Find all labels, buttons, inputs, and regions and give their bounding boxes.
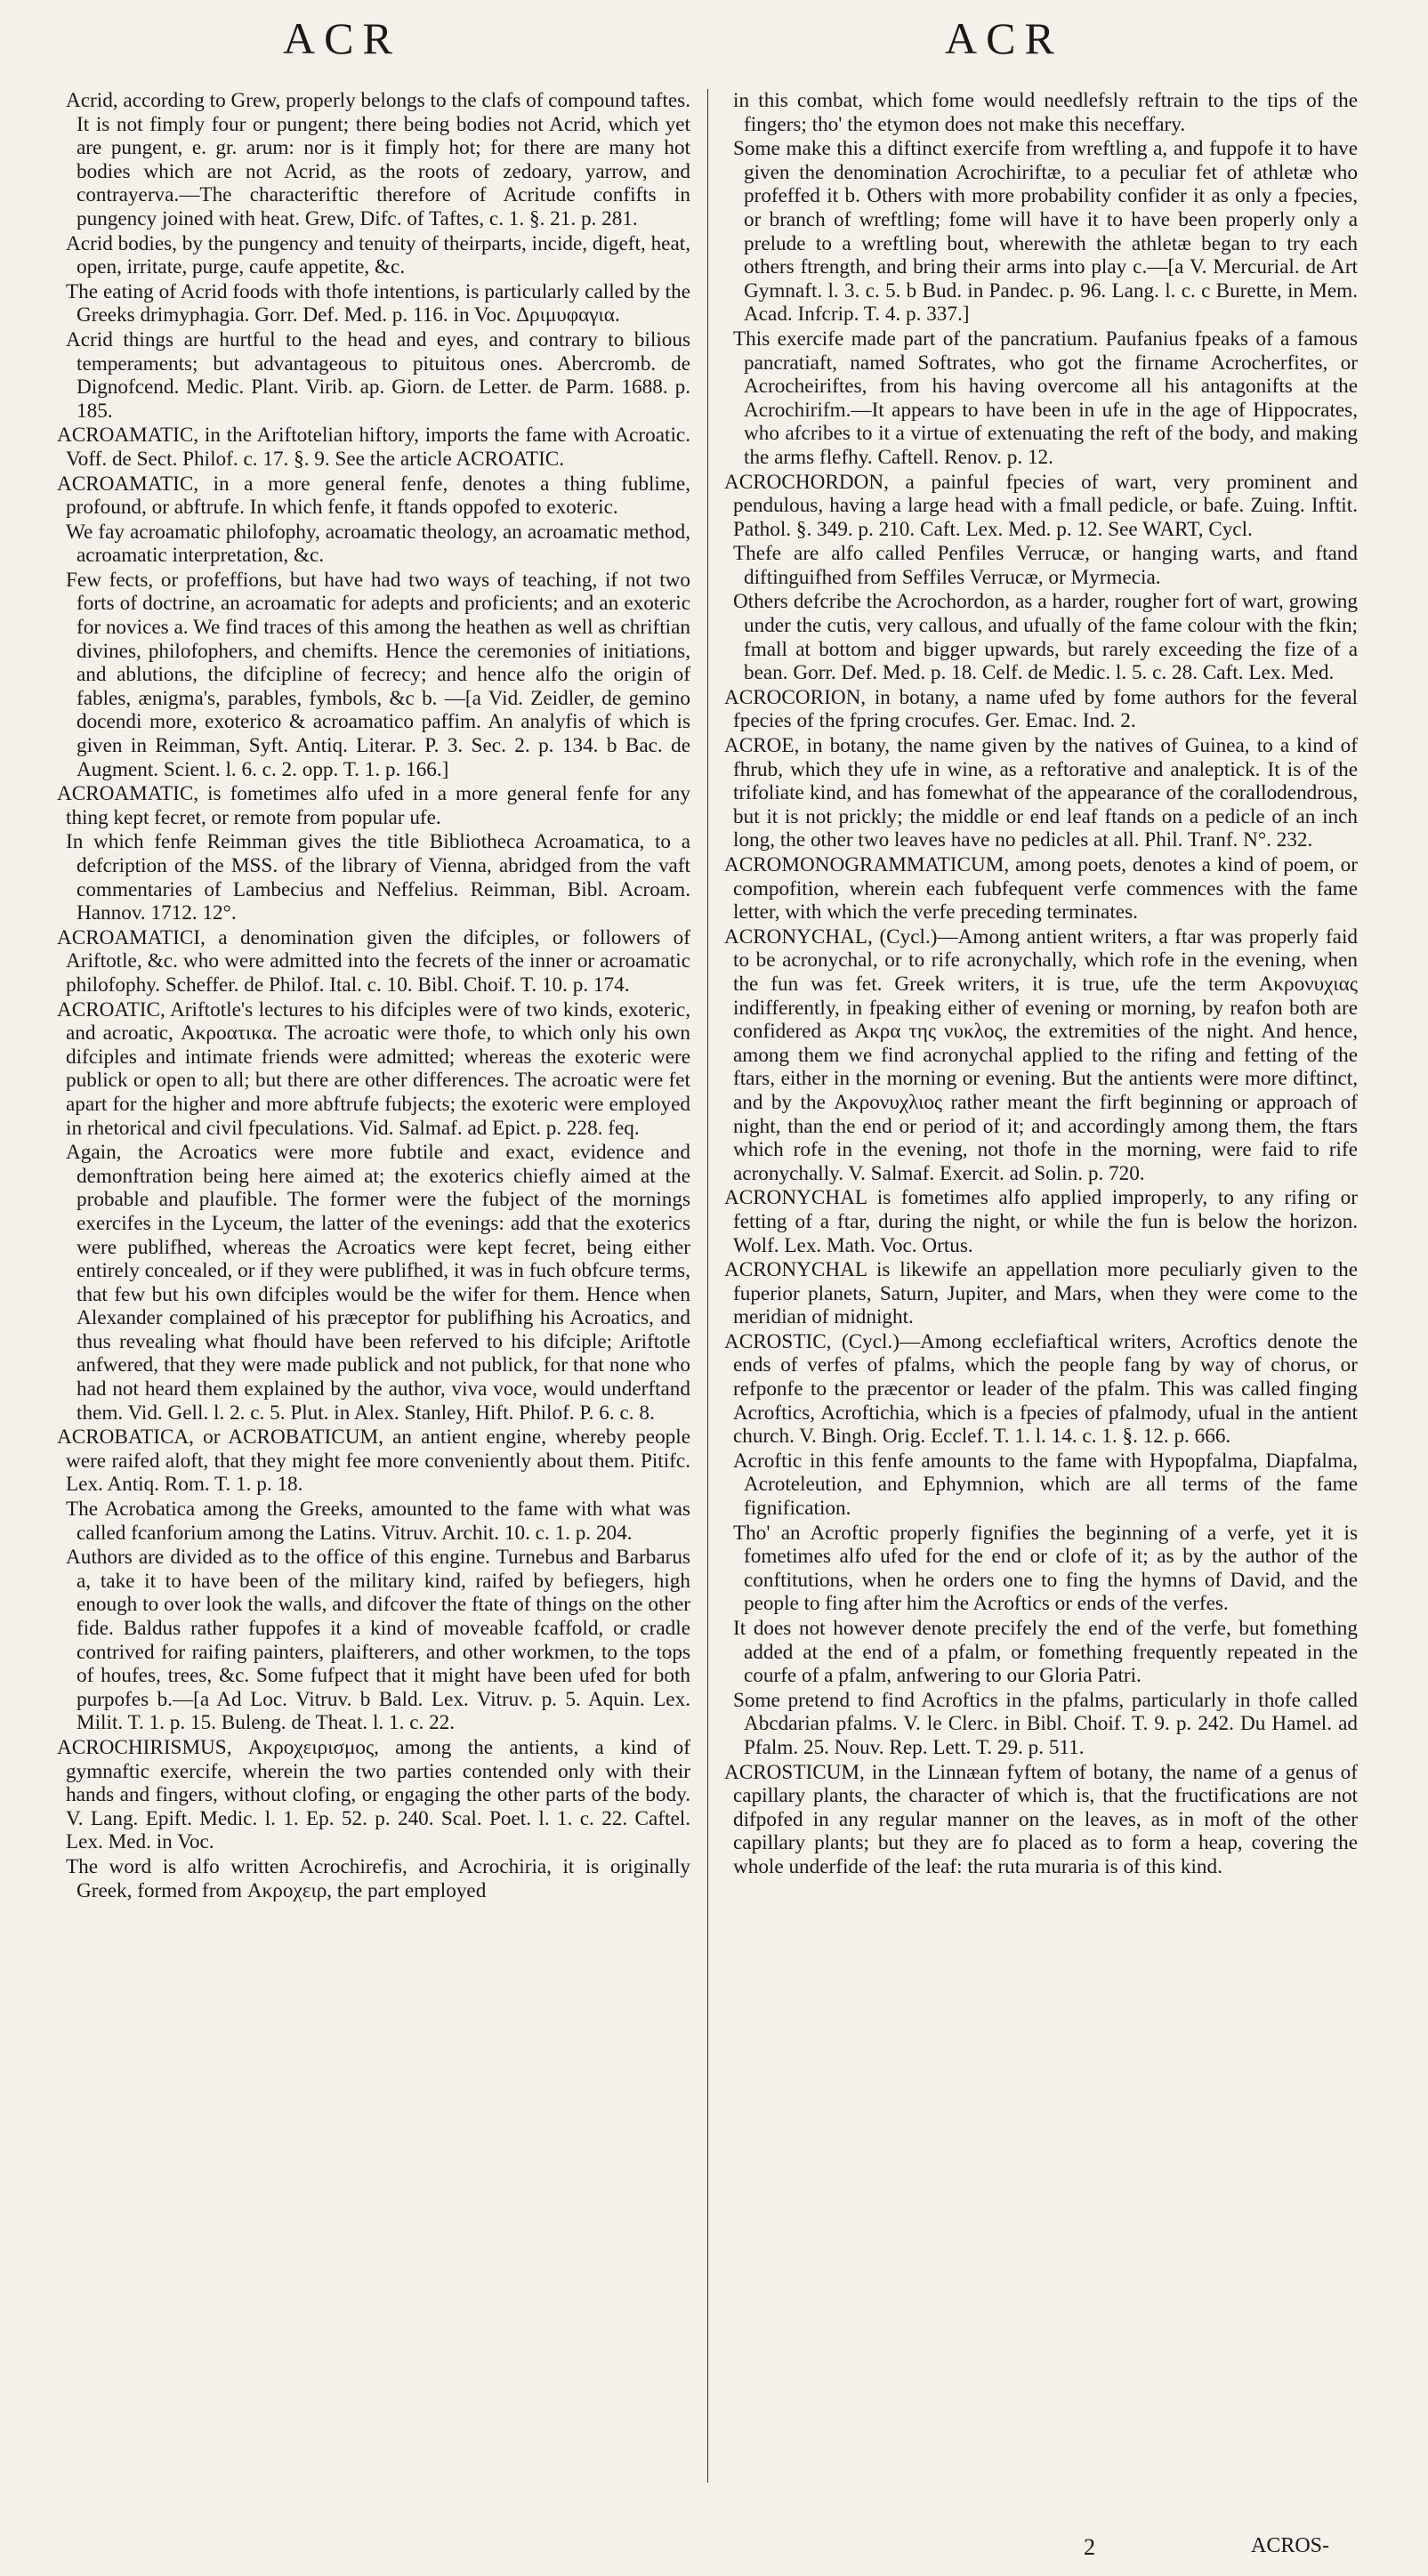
sub-paragraph: Authors are divided as to the office of this engine. Turnebus and Barbarus a, take it to have been of the military kind, raifed by befiegers, high enough to over look the walls, and difcover the ftate of things on the other fide. Baldus rather fuppofes it a kind of moveable fcaffold, or cradle contrived for raifing painters, plaifterers, and other workmen, to the tops of houfes, trees, &c. Some fufpect that it might have been ufed for both purpofes b.—[a Ad Loc. Vitruv. b Bald. Lex. Vitruv. p. 5. Aquin. Lex. Milit. T. 1. p. 15. Buleng. de Theat. l. 1. c. 22. xyxy=(66,1546,690,1735)
sub-paragraph: The word is alfo written Acrochirefis, and Acrochiria, it is originally Greek, formed from Ακροχειρ, the part employed xyxy=(66,1854,690,1902)
entry-paragraph: ACROCHIRISMUS, Ακροχειρισμος, among the antients, a kind of gymnaftic exercife, wherein the two parties contended only with their hands and fingers, without clofing, or engaging the other parts of the body. V. Lang. Epift. Medic. l. 1. Ep. 52. p. 240. Scal. Poet. l. 1. c. 22. Caftel. Lex. Med. in Voc. xyxy=(57,1735,690,1854)
sub-paragraph: We fay acroamatic philofophy, acroamatic theology, an acroamatic method, acroamatic interpretation, &c. xyxy=(66,520,690,568)
column-divider xyxy=(707,89,708,2483)
entry-paragraph: ACRONYCHAL is fometimes alfo applied improperly, to any rifing or fetting of a ftar, during the night, or while the fun is below the horizon. Wolf. Lex. Math. Voc. Ortus. xyxy=(724,1186,1358,1257)
sub-paragraph: Others defcribe the Acrochordon, as a harder, rougher fort of wart, growing under the cutis, very callous, and ufually of the fame colour with the fkin; fmall at bottom and bigger upwards, but rarely exceeding the fize of a bean. Gorr. Def. Med. p. 18. Celf. de Medic. l. 5. c. 28. Caft. Lex. Med. xyxy=(733,590,1358,685)
entry-paragraph: ACROAMATIC, is fometimes alfo ufed in a more general fenfe for any thing kept fecret, or remote from popular ufe. xyxy=(57,782,690,829)
sub-paragraph: Again, the Acroatics were more fubtile and exact, evidence and demonftration being here aimed at; the exoterics chiefly aimed at the probable and plaufible. The former were the fubject of the mornings exercifes in the Lyceum, the latter of the evenings: add that the exoterics were publifhed, whereas the Acroatics were kept fecret, being either entirely concealed, or if they were publifhed, it was in fuch obfcure terms, that few but his own difciples would be the wifer for them. Hence when Alexander complained of his præceptor for publifhing his Acroatics, and thus revealing what fhould have been referved to his difciple; Ariftotle anfwered, that they were made publick and not publick, for that none who had not heard them explained by the author, viva voce, would underftand them. Vid. Gell. l. 2. c. 5. Plut. in Alex. Stanley, Hift. Philof. P. 6. c. 8. xyxy=(66,1141,690,1425)
entry-paragraph: ACRONYCHAL, (Cycl.)—Among antient writers, a ftar was properly faid to be acronychal, or to rife acronychally, which rofe in the evening, when the fun was fet. Greek writers, it is true, ufe the term Ακρονυχιας indifferently, in fpeaking either of evening or morning, by reafon both are confidered as Ακρα της νυκλος, the extremities of the night. And hence, among them we find acronychal applied to the rifing and fetting of the ftars, either in the morning or evening. But the antients were more diftinct, and by the Ακρονυχλιος rather meant the firft beginning or approach of night, than the end or period of it; and accordingly among them, the ftars which rofe in the evening, not thofe in the morning, were faid to rife acronychally. V. Salmaf. Exercit. ad Solin. p. 720. xyxy=(724,925,1358,1185)
page-footer xyxy=(0,2534,1428,2564)
left-column xyxy=(57,89,690,2483)
page-number: 2 xyxy=(1084,2534,1095,2560)
sub-paragraph: Some pretend to find Acroftics in the pfalms, particularly in thofe called Abcdarian pfalms. V. le Clerc. in Bibl. Choif. T. 9. p. 242. Du Hamel. ad Pfalm. 25. Nouv. Rep. Lett. T. 29. p. 511. xyxy=(733,1688,1358,1759)
sub-paragraph: The eating of Acrid foods with thofe intentions, is particularly called by the Greeks drimyphagia. Gorr. Def. Med. p. 116. in Voc. Δριμυφαγια. xyxy=(66,279,690,327)
running-header xyxy=(0,12,1428,68)
entry-paragraph: ACROBATICA, or ACROBATICUM, an antient engine, whereby people were raifed aloft, that they might fee more conveniently about them. Pitifc. Lex. Antiq. Rom. T. 1. p. 18. xyxy=(57,1425,690,1497)
entry-paragraph: ACROAMATIC, in the Ariftotelian hiftory, imports the fame with Acroatic. Voff. de Sect. Philof. c. 17. §. 9. See the article ACROATIC. xyxy=(57,424,690,471)
sub-paragraph: in this combat, which fome would needlefsly reftrain to the tips of the fingers; tho' the etymon does not make this neceffary. xyxy=(733,89,1358,136)
entry-paragraph: ACROMONOGRAMMATICUM, among poets, denotes a kind of poem, or compofition, wherein each fubfequent verfe commences with the fame letter, with which the verfe preceding terminates. xyxy=(724,853,1358,925)
sub-paragraph: In which fenfe Reimman gives the title Bibliotheca Acroamatica, to a defcription of the MSS. of the library of Vienna, abridged from the vaft commentaries of Lambecius and Neffelius. Reimman, Bibl. Acroam. Hannov. 1712. 12°. xyxy=(66,830,690,925)
right-column xyxy=(724,89,1358,2483)
sub-paragraph: Acrid bodies, by the pungency and tenuity of theirparts, incide, digeft, heat, open, irritate, purge, caufe appetite, &c. xyxy=(66,231,690,279)
sub-paragraph: Acrid, according to Grew, properly belongs to the clafs of compound taftes. It is not fimply four or pungent; there being bodies not Acrid, which yet are pungent, e. gr. arum: nor is it fimply hot; for there are many hot bodies which are not Acrid, as the roots of zedoary, yarrow, and contrayerva.—The characteriftic therefore of Acritude confifts in pungency joined with heat. Grew, Difc. of Taftes, c. 1. §. 21. p. 281. xyxy=(66,89,690,230)
entry-paragraph: ACROE, in botany, the name given by the natives of Guinea, to a kind of fhrub, which they ufe in wine, as a reftorative and analeptick. It is of the trifoliate kind, and has fomewhat of the appearance of the corallodendrous, but it is not prickly; the middle or end leaf ftands on a pedicle of an inch long, the other two leaves have no pedicles at all. Phil. Tranf. N°. 232. xyxy=(724,734,1358,852)
header-right: ACR xyxy=(945,13,1063,63)
sub-paragraph: It does not however denote precifely the end of the verfe, but fomething added at the end of a pfalm, or fomething frequently repeated in the courfe of a pfalm, anfwering to our Gloria Patri. xyxy=(733,1617,1358,1688)
entry-paragraph: ACROAMATICI, a denomination given the difciples, or followers of Ariftotle, &c. who were admitted into the fecrets of the inner or acroamatic philofophy. Scheffer. de Philof. Ital. c. 10. Bibl. Choif. T. 10. p. 174. xyxy=(57,925,690,997)
sub-paragraph: Few fects, or profeffions, but have had two ways of teaching, if not two forts of doctrine, an acroamatic for adepts and proficients; and an exoteric for novices a. We find traces of this among the heathen as well as chriftian divines, philofophers, and chemifts. Hence the ceremonies of initiations, and ablutions, the difcipline of fecrecy; and hence alfo the origin of fables, ænigma's, parables, fymbols, &c b. —[a Vid. Zeidler, de gemino docendi more, exoterico & acroamatico paffim. An analyfis of which is given in Reimman, Syft. Antiq. Literar. P. 3. Sec. 2. p. 134. b Bac. de Augment. Scient. l. 6. c. 2. opp. T. 1. p. 166.] xyxy=(66,568,690,781)
entry-paragraph: ACROCHORDON, a painful fpecies of wart, very prominent and pendulous, having a large head with a fmall pedicle, or bafe. Zuing. Inftit. Pathol. §. 349. p. 210. Caft. Lex. Med. p. 12. See WART, Cycl. xyxy=(724,470,1358,541)
entry-paragraph: ACROAMATIC, in a more general fenfe, denotes a thing fublime, profound, or abftrufe. In which fenfe, it ftands oppofed to exoteric. xyxy=(57,472,690,520)
entry-paragraph: ACRONYCHAL is likewife an appellation more peculiarly given to the fuperior planets, Saturn, Jupiter, and Mars, when they were come to the meridian of midnight. xyxy=(724,1258,1358,1329)
entry-paragraph: ACROSTICUM, in the Linnæan fyftem of botany, the name of a genus of capillary plants, the character of which is, that the fructifications are not difpofed in any regular manner on the leaves, as in moft of the other capillary plants; but they are fo placed as to form a heap, covering the whole underfide of the leaf: the ruta muraria is of this kind. xyxy=(724,1760,1358,1878)
sub-paragraph: Some make this a diftinct exercife from wreftling a, and fuppofe it to have given the denomination Acrochiriftæ, to a peculiar fet of athletæ who profeffed it b. Others with more probability confider it as only a fpecies, or branch of wreftling; fome will have it to have been properly only a prelude to a wreftling bout, wherewith the athletæ began to try each others ftrength, and bring their arms into play c.—[a V. Mercurial. de Art Gymnaft. l. 3. c. 5. b Bud. in Pandec. p. 96. Lang. l. c. c Burette, in Mem. Acad. Infcrip. T. 4. p. 337.] xyxy=(733,137,1358,327)
sub-paragraph: Thefe are alfo called Penfiles Verrucæ, or hanging warts, and ftand diftinguifhed from Seffiles Verrucæ, or Myrmecia. xyxy=(733,542,1358,589)
header-left: ACR xyxy=(283,13,401,63)
sub-paragraph: The Acrobatica among the Greeks, amounted to the fame with what was called fcanforium among the Latins. Vitruv. Archit. 10. c. 1. p. 204. xyxy=(66,1498,690,1545)
sub-paragraph: Tho' an Acroftic properly fignifies the beginning of a verfe, yet it is fometimes alfo ufed for the end or clofe of it; as by the author of the conftitutions, when he orders one to fing the hymns of David, and the people to fing after him the Acroftics or ends of the verfes. xyxy=(733,1521,1358,1616)
sub-paragraph: Acroftic in this fenfe amounts to the fame with Hypopfalma, Diapfalma, Acroteleution, and Ephymnion, which are all terms of the fame fignification. xyxy=(733,1449,1358,1521)
entry-paragraph: ACROSTIC, (Cycl.)—Among ecclefiaftical writers, Acroftics denote the ends of verfes of pfalms, which the people fang by way of chorus, or refponfe to the præcentor or leader of the pfalm. This was called finging Acroftics, Acroftichia, which is a fpecies of pfalmody, ufual in the antient church. V. Bingh. Orig. Ecclef. T. 1. l. 14. c. 1. §. 12. p. 666. xyxy=(724,1329,1358,1449)
sub-paragraph: This exercife made part of the pancratium. Paufanius fpeaks of a famous pancratiaft, named Softrates, who got the firname Acrocherfites, or Acrocheiriftes, from his having overcome all his antagonifts at the Acrochirifm.—It appears to have been in ufe in the age of Hippocrates, who afcribes to it a virtue of extenuating the reft of the body, and making the arms flefhy. Caftell. Renov. p. 12. xyxy=(733,327,1358,469)
catchword: ACROS- xyxy=(1251,2534,1330,2557)
entry-paragraph: ACROATIC, Ariftotle's lectures to his difciples were of two kinds, exoteric, and acroatic, Ακροατικα. The acroatic were thofe, to which only his own difciples and intimate friends were admitted; whereas the exoteric were publick or open to all; but there are other differences. The acroatic were fet apart for the higher and more abftrufe fubjects; the exoteric were employed in rhetorical and civil fpeculations. Vid. Salmaf. ad Epict. p. 228. feq. xyxy=(57,997,690,1140)
entry-paragraph: ACROCORION, in botany, a name ufed by fome authors for the feveral fpecies of the fpring crocufes. Ger. Emac. Ind. 2. xyxy=(724,685,1358,733)
sub-paragraph: Acrid things are hurtful to the head and eyes, and contrary to bilious temperaments; but advantageous to pituitous ones. Abercromb. de Dignofcend. Medic. Plant. Virib. ap. Giorn. de Letter. de Parm. 1688. p. 185. xyxy=(66,327,690,423)
